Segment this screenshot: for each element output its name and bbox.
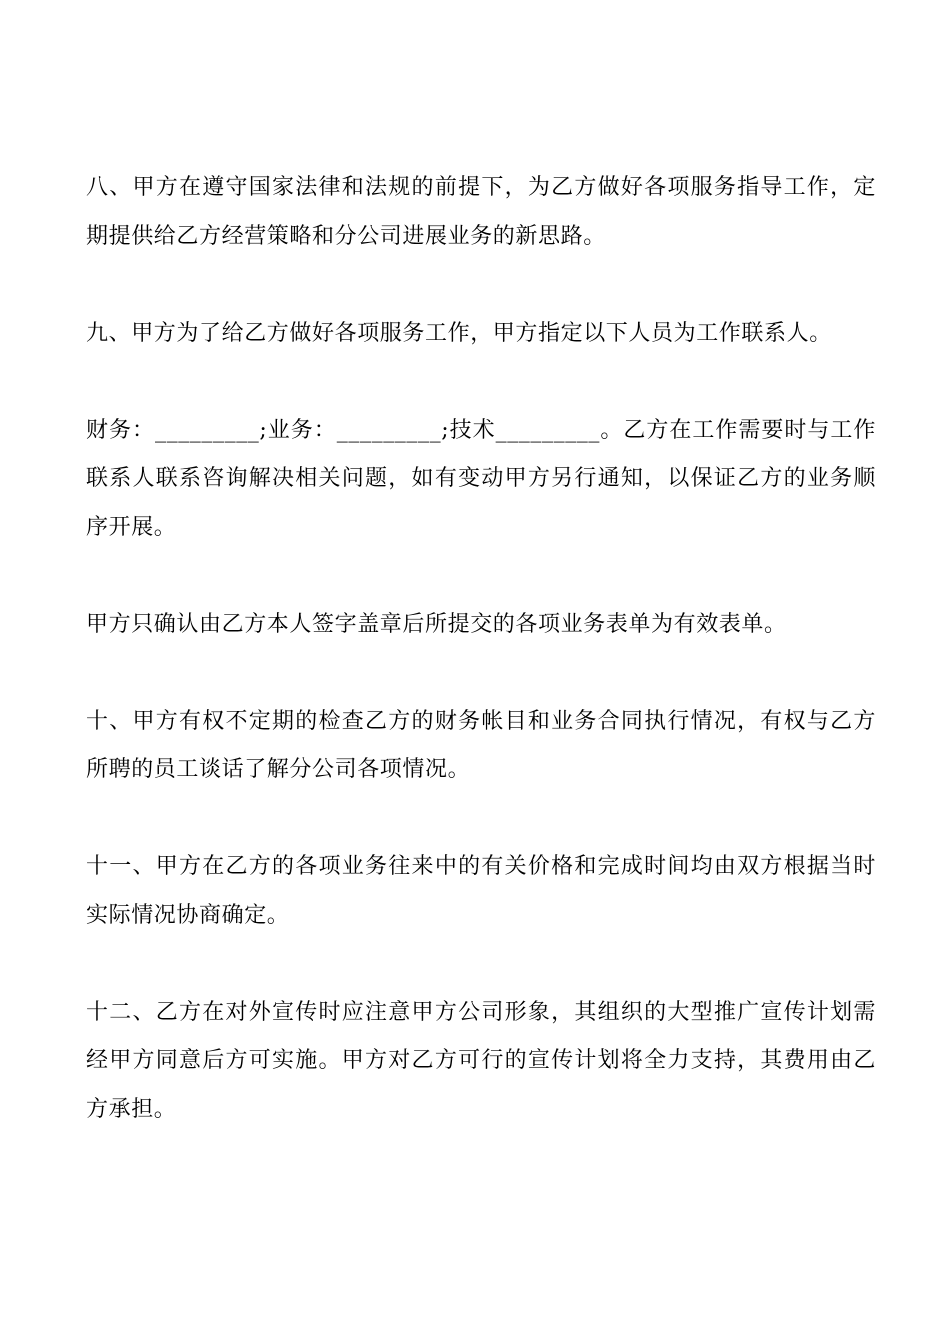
valid-forms-paragraph: 甲方只确认由乙方本人签字盖章后所提交的各项业务表单为有效表单。 bbox=[86, 611, 787, 637]
contact-persons-paragraph: 财务：_________;业务：_________;技术_________。乙方在工作需要时与工作联系人联系咨询解决相关问题，如有变动甲方另行通知，以保证乙方的业务顺序开展。 bbox=[86, 417, 876, 540]
clause-ten: 十、甲方有权不定期的检查乙方的财务帐目和业务合同执行情况，有权与乙方所聘的员工谈话了解分公司各项情况。 bbox=[86, 708, 876, 782]
clause-nine: 九、甲方为了给乙方做好各项服务工作，甲方指定以下人员为工作联系人。 bbox=[86, 320, 832, 346]
clause-eight: 八、甲方在遵守国家法律和法规的前提下，为乙方做好各项服务指导工作，定期提供给乙方经营策略和分公司进展业务的新思路。 bbox=[86, 175, 876, 249]
document-body bbox=[86, 164, 876, 1134]
clause-eleven: 十一、甲方在乙方的各项业务往来中的有关价格和完成时间均由双方根据当时实际情况协商确定。 bbox=[86, 854, 876, 928]
clause-twelve: 十二、乙方在对外宣传时应注意甲方公司形象，其组织的大型推广宣传计划需经甲方同意后方可实施。甲方对乙方可行的宣传计划将全力支持，其费用由乙方承担。 bbox=[86, 999, 876, 1122]
